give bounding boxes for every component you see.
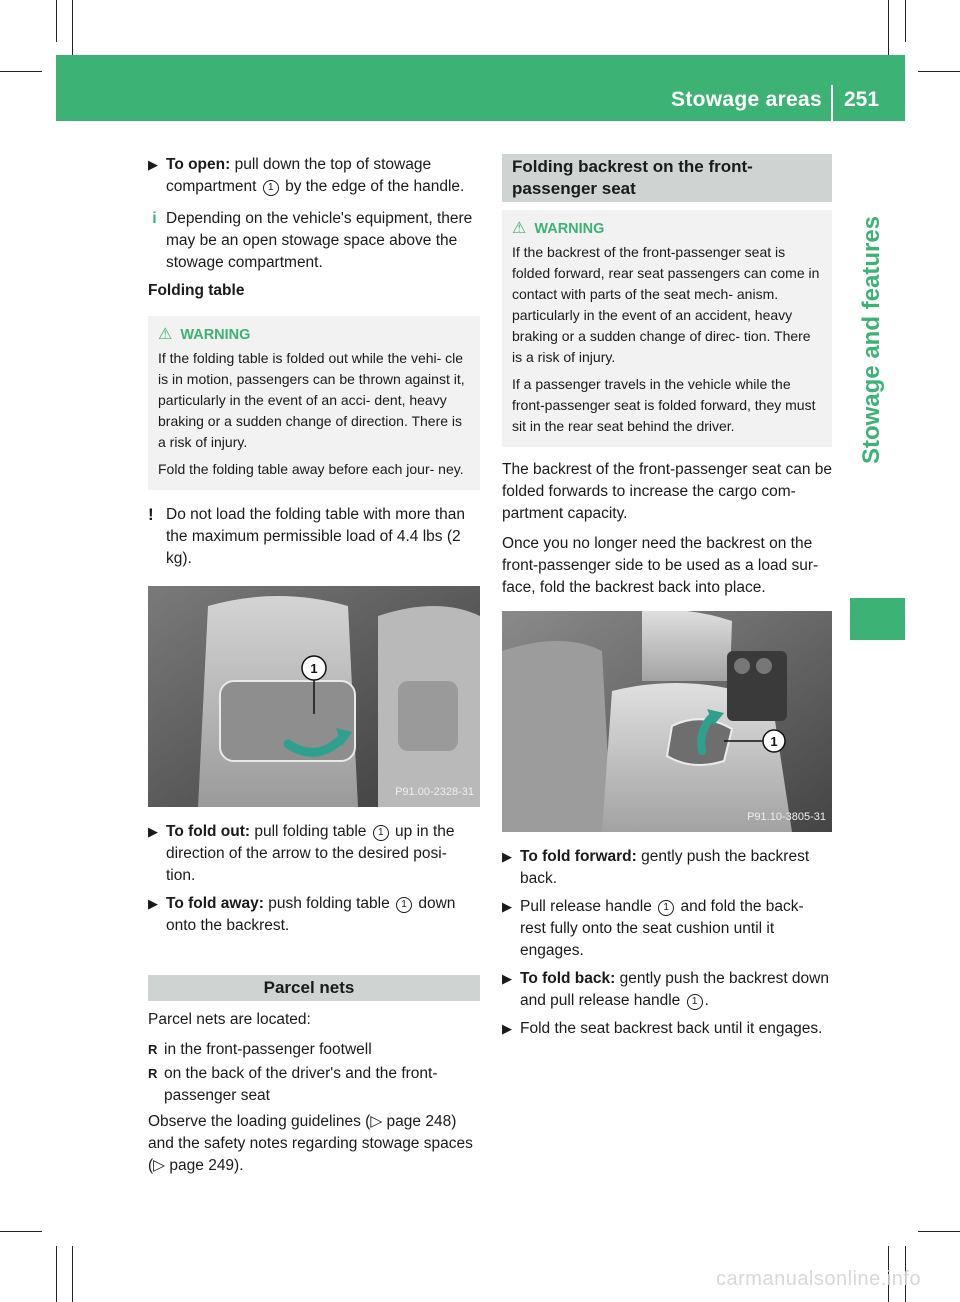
warning-heading: ⚠ WARNING <box>158 326 251 343</box>
callout-marker: 1 <box>658 900 674 916</box>
step-arrow-icon: ▶ <box>148 896 158 911</box>
crop-mark <box>0 71 42 72</box>
folding-table-heading: Folding table <box>148 282 245 299</box>
callout-marker: 1 <box>373 825 389 841</box>
warning-box <box>148 316 480 490</box>
figure-code: P91.00-2328-31 <box>395 786 474 798</box>
left-column <box>148 154 480 1185</box>
list-item: R in the front-passenger footwell <box>148 1039 480 1061</box>
info-icon: i <box>152 210 157 227</box>
warning-heading: ⚠ WARNING <box>512 220 605 237</box>
step-fold-back: ▶ To fold back: gently push the backrest down and pull release handle 1 . <box>502 970 829 1009</box>
page-ref-icon: ▷ <box>370 1113 383 1130</box>
step-fold-away: ▶ To fold away: push folding table 1 down onto the backrest. <box>148 895 456 934</box>
step-arrow-icon: ▶ <box>148 824 158 839</box>
crop-mark <box>888 0 889 55</box>
crop-mark <box>918 71 960 72</box>
folding-table-photo <box>148 586 480 807</box>
step-open: ▶ To open: pull down the top of stowage compartment 1 by the edge of the handle. <box>148 156 465 195</box>
section-title: Stowage areas <box>671 88 822 111</box>
warning-icon: ⚠ <box>158 326 173 343</box>
figure-code: P91.10-3805-31 <box>747 811 826 823</box>
callout-marker: 1 <box>396 897 412 913</box>
watermark: carmanualsonline.info <box>716 1268 922 1290</box>
photo-callout: 1 <box>310 661 318 676</box>
step-arrow-icon: ▶ <box>502 971 512 986</box>
crop-mark <box>56 1246 57 1302</box>
body-paragraph: The backrest of the front-passenger seat can be folded forwards to increase the cargo com- partment capacity. <box>502 461 832 522</box>
page-number: 251 <box>844 88 880 111</box>
header-divider <box>831 85 833 121</box>
step-arrow-icon: ▶ <box>502 849 512 864</box>
crop-mark <box>56 0 57 42</box>
info-note: i Depending on the vehicle's equipment, there may be an open stowage space above the stowage compartment. <box>148 208 480 274</box>
warning-text: If the folding table is folded out while the vehi- cle is in motion, passengers can be thrown against it, particularly in the event of an acci- dent, heavy braking or a sudden change of direction. There is a risk of injury. <box>158 350 465 450</box>
chapter-marker <box>850 598 905 640</box>
warning-text: If the backrest of the front-passenger seat is folded forward, rear seat passengers can come in contact with parts of the seat mech- anism. particularly in the event of an accident, heavy braking or a sudden change of direc- tion. There is a risk of injury. <box>512 244 820 365</box>
exclamation-icon: ! <box>148 505 154 524</box>
right-column <box>502 154 832 1046</box>
loading-guidelines-note: Observe the loading guidelines (▷ page 248) and the safety notes regarding stowage spaces (▷ page 249). <box>148 1113 473 1174</box>
warning-box <box>502 210 832 447</box>
step-fold-forward: ▶ To fold forward: gently push the backrest back. <box>502 848 810 887</box>
step-fold-out: ▶ To fold out: pull folding table 1 up in the direction of the arrow to the desired posi- tion. <box>148 823 455 884</box>
chapter-label: Stowage and features <box>857 215 885 465</box>
bullet-icon: R <box>148 1042 158 1057</box>
crop-mark <box>905 0 906 42</box>
warning-text: Fold the folding table away before each jour- ney. <box>158 461 464 477</box>
warning-text: If a passenger travels in the vehicle while the front-passenger seat is folded forward, they must sit in the rear seat behind the driver. <box>512 376 816 434</box>
backrest-photo <box>502 611 832 832</box>
page-ref-icon: ▷ <box>153 1157 166 1174</box>
parcel-nets-intro: Parcel nets are located: <box>148 1011 311 1028</box>
crop-mark <box>72 1246 73 1302</box>
photo-callout: 1 <box>770 734 778 749</box>
list-item: R on the back of the driver's and the front- passenger seat <box>148 1065 438 1104</box>
crop-mark <box>72 0 73 55</box>
step-arrow-icon: ▶ <box>502 1021 512 1036</box>
body-paragraph: Once you no longer need the backrest on the front-passenger side to be used as a load sur- face, fold the backrest back into place. <box>502 535 819 596</box>
step-arrow-icon: ▶ <box>502 899 512 914</box>
caution-note: ! Do not load the folding table with more than the maximum permissible load of 4.4 lbs (2 kg). <box>148 505 465 567</box>
step-fold-final: ▶ Fold the seat backrest back until it engages. <box>502 1018 832 1040</box>
step-arrow-icon: ▶ <box>148 157 158 172</box>
callout-marker: 1 <box>263 180 279 196</box>
warning-icon: ⚠ <box>512 220 527 237</box>
bullet-icon: R <box>148 1066 158 1081</box>
folding-backrest-heading: Folding backrest on the front- passenger seat <box>502 154 832 202</box>
crop-mark <box>918 1231 960 1232</box>
step-pull-handle: ▶ Pull release handle 1 and fold the back- rest fully onto the seat cushion until it engages. <box>502 898 804 959</box>
callout-marker: 1 <box>687 994 703 1010</box>
crop-mark <box>0 1231 42 1232</box>
chapter-tab <box>838 130 905 550</box>
parcel-nets-heading: Parcel nets <box>148 975 480 1001</box>
